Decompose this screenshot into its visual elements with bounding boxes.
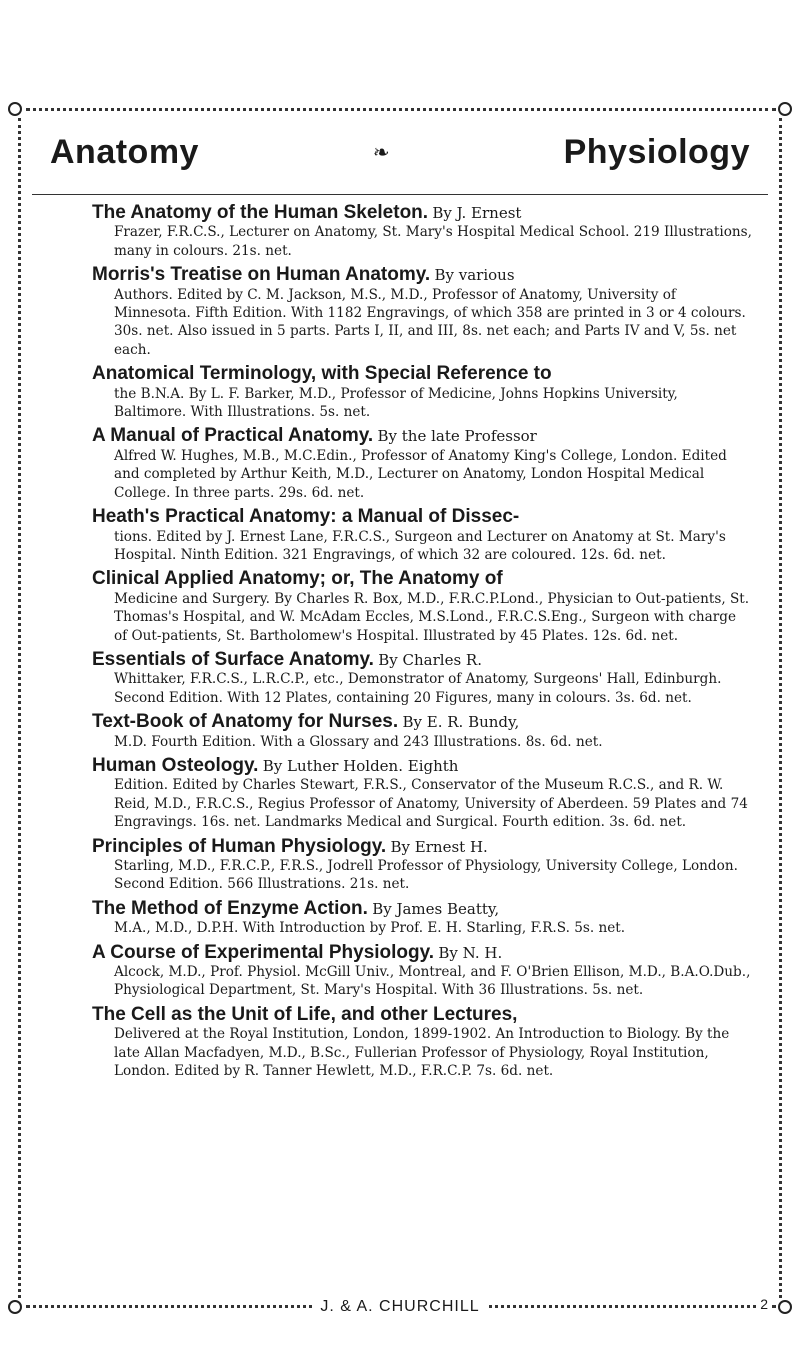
book-entry [92,508,752,564]
book-title: Text-Book of Anatomy for Nurses. [92,711,399,733]
book-entry [92,754,752,832]
header-rule [32,194,768,195]
book-byline: By E. R. Bundy, [402,713,520,732]
fleuron-icon: ❧ [372,140,390,164]
publisher-footer [12,1298,788,1316]
book-entry [92,1003,752,1081]
book-entry [92,266,752,359]
book-list [92,204,752,1086]
book-title: Clinical Applied Anatomy; or, The Anatomy of [92,568,503,590]
book-title: Anatomical Terminology, with Special Reference to [92,363,552,385]
book-byline: By Ernest H. [390,837,488,856]
book-entry [92,427,752,502]
corner-ring-icon [778,102,792,116]
book-description: Authors. Edited by C. M. Jackson, M.S., M.D., Professor of Anatomy, University of Minnesota. Fifth Edition. With 1182 Engravings, of which 358 are printed in 3 or 4 colours. 30s. net. Also issued in 5 parts. Parts I, II, and III, 8s. net each; and Parts IV and V, 5s. net each. [114,286,746,358]
book-byline: By the late Professor [377,427,537,446]
book-byline: By various [434,266,515,285]
book-description: M.A., M.D., D.P.H. With Introduction by Prof. E. H. Starling, F.R.S. 5s. net. [114,920,626,937]
book-description: Whittaker, F.R.C.S., L.R.C.P., etc., Demonstrator of Anatomy, Surgeons' Hall, Edinburgh. Second Edition. With 12 Plates, containing 20 Figures, many in colours. 3s. 6d. net. [114,671,722,706]
border-left [18,118,27,1298]
book-description: Starling, M.D., F.R.C.P., F.R.S., Jodrell Professor of Physiology, University College, London. Second Edition. 566 Illustrations. 21s. net. [114,858,738,893]
header-title-physiology: Physiology [563,132,750,171]
book-byline: By James Beatty, [372,899,500,918]
book-entry [92,897,752,938]
book-title: Essentials of Surface Anatomy. [92,648,374,670]
book-description: M.D. Fourth Edition. With a Glossary and 243 Illustrations. 8s. 6d. net. [114,733,603,750]
book-entry [92,648,752,707]
book-title: The Cell as the Unit of Life, and other Lectures, [92,1003,518,1025]
book-byline: By Luther Holden. Eighth [262,756,459,775]
book-title: A Manual of Practical Anatomy. [92,425,374,447]
book-title: A Course of Experimental Physiology. [92,941,435,963]
book-title: Human Osteology. [92,754,259,776]
book-title: The Method of Enzyme Action. [92,897,368,919]
corner-ring-icon [8,102,22,116]
book-description: Frazer, F.R.C.S., Lecturer on Anatomy, St. Mary's Hospital Medical School. 219 Illustrations, many in colours. 21s. net. [114,224,752,259]
header-title-anatomy: Anatomy [50,132,199,171]
book-entry [92,570,752,645]
book-entry [92,204,752,260]
book-entry [92,835,752,894]
publisher-name: J. & A. CHURCHILL [312,1298,487,1315]
page-frame [12,108,788,1315]
book-entry [92,941,752,1000]
book-description: Medicine and Surgery. By Charles R. Box, M.D., F.R.C.P.Lond., Physician to Out-patients, St. Thomas's Hospital, and W. McAdam Eccles, M.S.Lond., F.R.C.S.Eng., Surgeon with charge of Out-patients, St. Bartholomew's Hospital. Illustrated by 45 Plates. 12s. 6d. net. [114,590,750,644]
page-number: 2 [760,1296,768,1312]
book-byline: By Charles R. [378,650,482,669]
book-title: Morris's Treatise on Human Anatomy. [92,264,431,286]
border-top [26,108,776,119]
book-entry [92,713,752,751]
book-byline: By J. Ernest [432,204,522,222]
book-description: the B.N.A. By L. F. Barker, M.D., Professor of Medicine, Johns Hopkins University, Baltimore. With Illustrations. 5s. net. [114,385,678,421]
book-description: Alfred W. Hughes, M.B., M.C.Edin., Professor of Anatomy King's College, London. Edited and completed by Arthur Keith, M.D., Lecturer on Anatomy, London Hospital Medical College. In three parts. 29s. 6d. net. [114,447,727,501]
book-title: The Anatomy of the Human Skeleton. [92,202,429,223]
book-title: Heath's Practical Anatomy: a Manual of Dissec- [92,506,520,528]
book-description: Edition. Edited by Charles Stewart, F.R.S., Conservator of the Museum R.C.S., and R. W. Reid, M.D., F.R.C.S., Regius Professor of Anatomy, University of Aberdeen. 59 Plates and 74 Engravings. 16s. net. Landmarks Medical and Surgical. Fourth edition. 3s. 6d. net. [114,777,748,831]
book-description: Delivered at the Royal Institution, London, 1899-1902. An Introduction to Biology. By the late Allan Macfadyen, M.D., B.Sc., Fullerian Professor of Physiology, Royal Institution, London. Edited by R. Tanner Hewlett, M.D., F.R.C.P. 7s. 6d. net. [114,1026,730,1080]
page-header [50,122,750,182]
book-title: Principles of Human Physiology. [92,835,387,857]
book-byline: By N. H. [438,943,503,962]
border-right [773,118,782,1298]
book-entry [92,365,752,421]
book-description: tions. Edited by J. Ernest Lane, F.R.C.S., Surgeon and Lecturer on Anatomy at St. Mary's Hospital. Ninth Edition. 321 Engravings, of which 32 are coloured. 12s. 6d. net. [114,528,726,563]
book-description: Alcock, M.D., Prof. Physiol. McGill Univ., Montreal, and F. O'Brien Ellison, M.D., B.A.O.Dub., Physiological Department, St. Mary's Hospital. With 36 Illustrations. 5s. net. [114,964,751,999]
